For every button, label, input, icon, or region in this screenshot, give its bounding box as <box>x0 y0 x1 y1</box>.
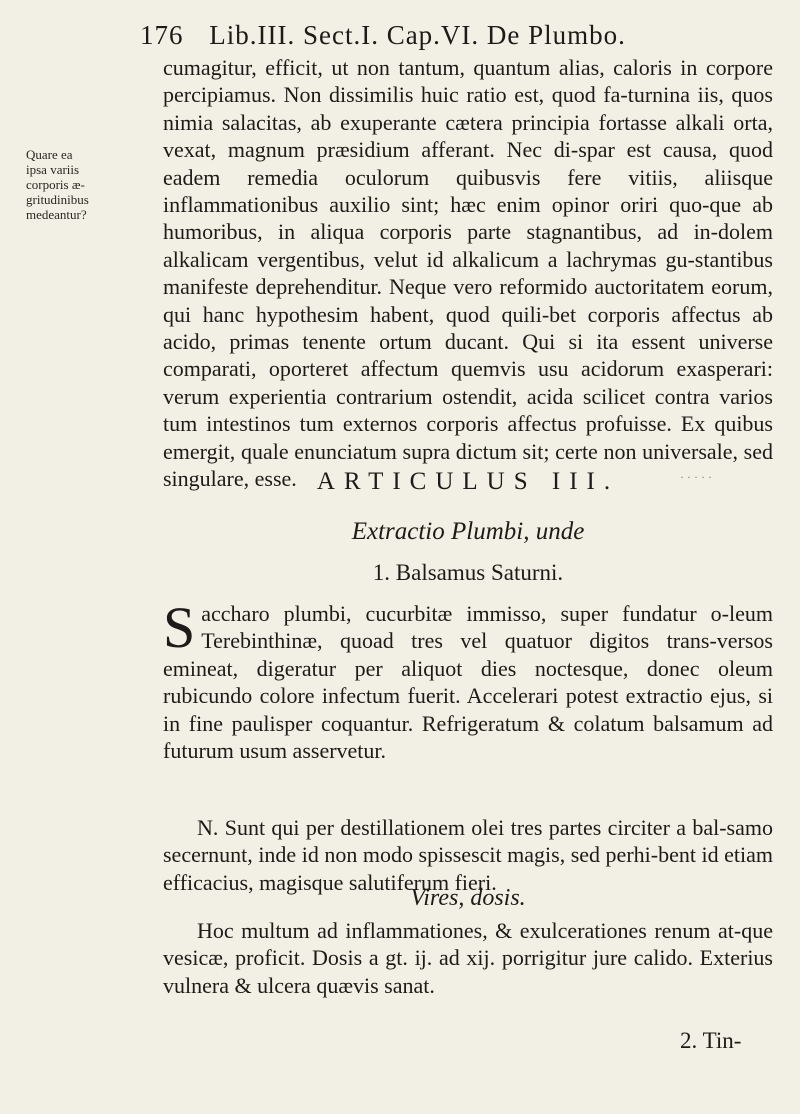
paragraph-text: accharo plumbi, cucurbitæ immisso, super fundatur o-leum Terebinthinæ, quoad tres vel quatuor digitos trans-versos emineat, digeratur per aliquot dies noctesque, donec oleum rubicundo colore infectum fuerit. Accelerari potest extractio ejus, si in fine paulisper coquantur. Refrigeratum & colatum balsamum ad futurum usum asservetur. <box>163 601 773 764</box>
catchword: 2. Tin- <box>680 1028 742 1053</box>
article-heading: ARTICULUS III. <box>316 468 620 495</box>
article-subtitle: Extractio Plumbi, unde <box>351 518 585 545</box>
marginal-line: ipsa variis <box>26 162 80 177</box>
ornament-mark: · · · · · <box>680 470 712 484</box>
paragraph-text: N. Sunt qui per destillationem olei tres partes circiter a bal-samo secernunt, inde id non modo spissescit magis, sed perhi-bent id etiam efficacius, magisque salutiferum fieri. <box>163 815 773 895</box>
section-heading: 1. Balsamus Saturni. <box>372 560 564 585</box>
paragraph-continuation <box>163 54 773 493</box>
paragraph-text: Hoc multum ad inflammationes, & exulcerationes renum at-que vesicæ, proficit. Dosis a gt. ij. ad xij. porrigitur jure calido. Exterius vulnera & ulcera quævis sanat. <box>163 918 773 998</box>
vires-paragraph <box>163 917 773 999</box>
marginal-line: gritudinibus <box>26 192 89 207</box>
vires-heading: Vires, dosis. <box>410 885 526 911</box>
note-paragraph <box>163 814 773 896</box>
marginal-note <box>26 147 136 222</box>
marginal-line: Quare ea <box>26 147 73 162</box>
running-title: Lib.III. Sect.I. Cap.VI. De Plumbo. <box>209 20 626 50</box>
paragraph-text: cumagitur, efficit, ut non tantum, quantum alias, caloris in corpore percipiamus. Non dissimilis huic ratio est, quod fa-turnina iis, quos nimia salacitas, ab exuperante cætera principia fortasse alkali orta, vexat, magnum præsidium afferant. Nec di-spar est causa, quod eadem remedia oculorum quibusvis fere vitiis, aliisque inflammationibus auxilio sint; hæc enim opinor oriri quo-que ab humoribus, in aliqua corporis parte stagnantibus, ad in-dolem alkalicam vergentibus, velut id alkalicum a lachrymas gu-stantibus manifeste deprehenditur. Neque vero reformido auctoritatem eorum, qui hanc hypothesim habent, quod quili-bet corporis affectus ab acido, primas tenente ortum ducant. Qui si ita essent universe comparati, oporteret affectum quemvis usu acidorum exasperari: verum experientia contrarium ostendit, acida scilicet contra varios tum intestinos tum externos corporis affectus profuisse. Ex quibus emergit, quale enunciatum supra dictum sit; certe non universale, sed singulare, esse. <box>163 55 773 492</box>
running-header <box>140 20 760 51</box>
marginal-line: medeantur? <box>26 207 87 222</box>
drop-cap: S <box>163 595 196 660</box>
page-number: 176 <box>140 20 184 50</box>
marginal-line: corporis æ- <box>26 177 85 192</box>
recipe-paragraph <box>163 595 773 764</box>
